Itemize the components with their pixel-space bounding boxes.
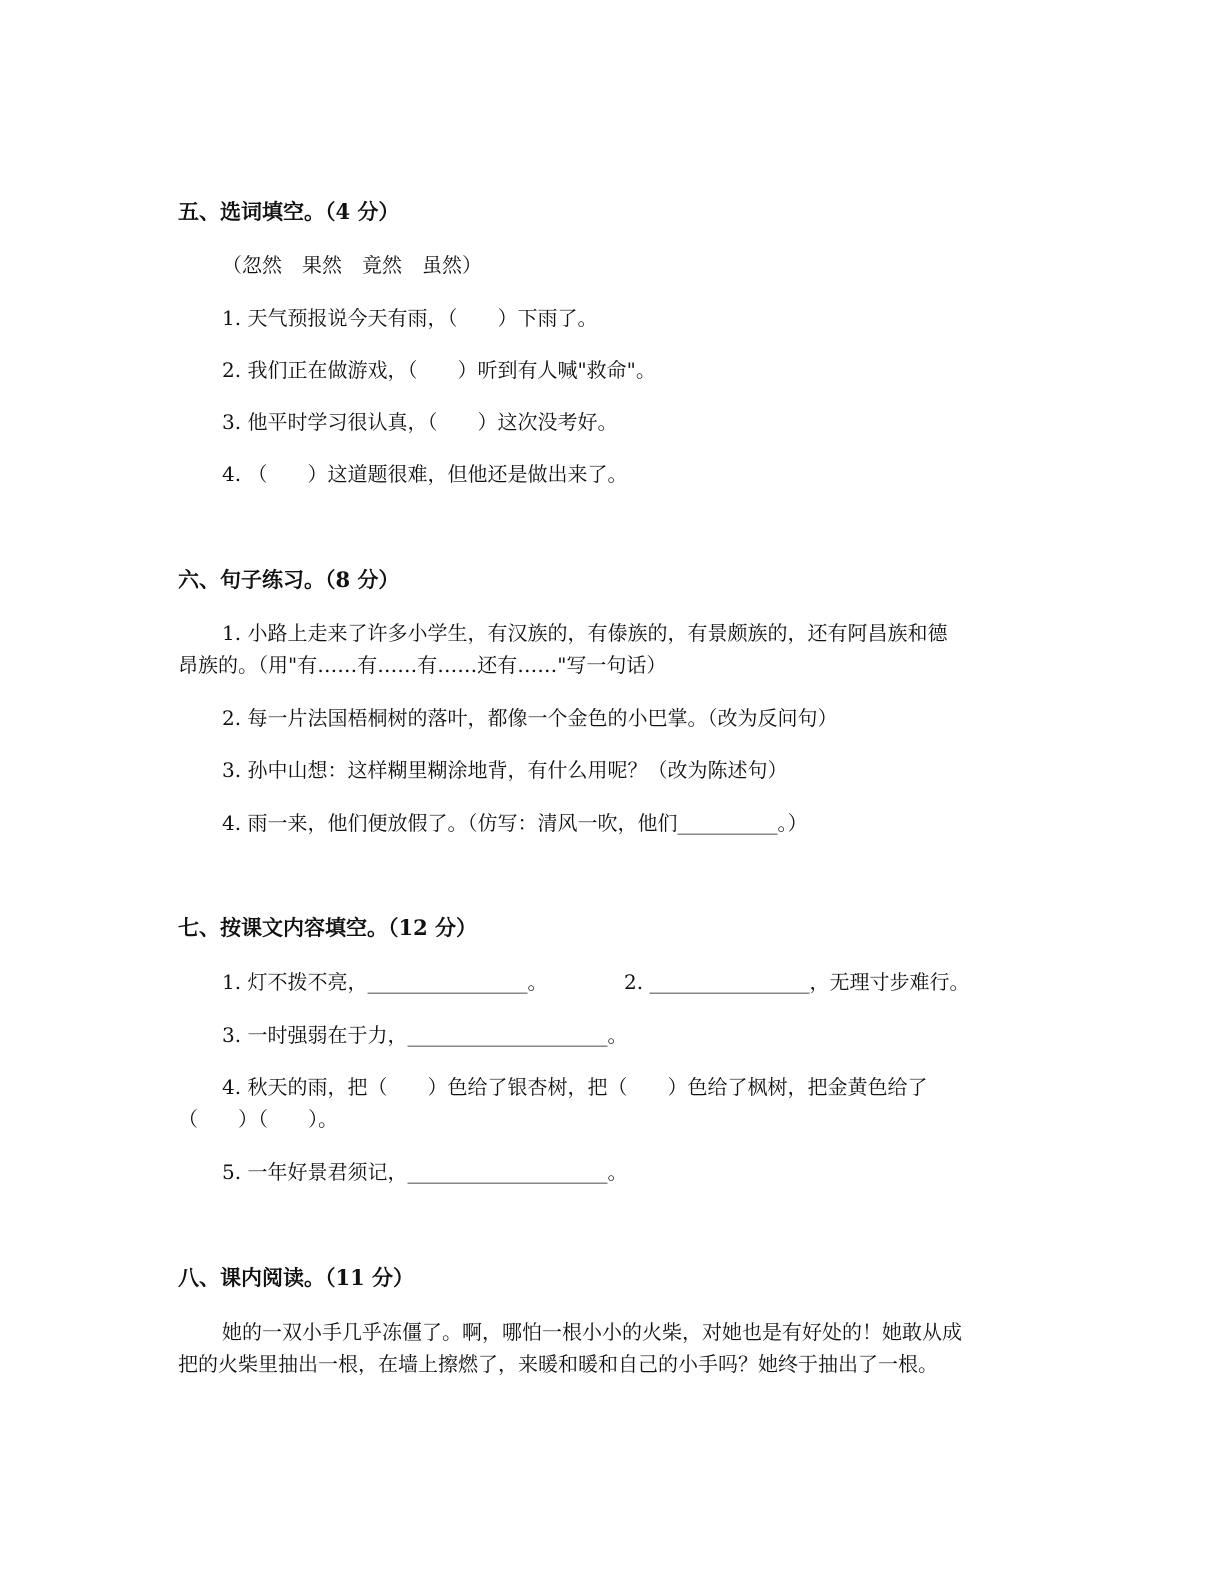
passage-line-1: 她的一双小手几乎冻僵了。啊，哪怕一根小小的火柴，对她也是有好处的！她敢从成: [222, 1320, 962, 1344]
question-6-4: 4. 雨一来，他们便放假了。（仿写：清风一吹，他们__________。）: [222, 811, 808, 835]
question-7-4-line-2: （ ）（ ）。: [178, 1107, 338, 1131]
section-6-title: 六、句子练习。（8 分）: [178, 567, 400, 592]
question-5-2: 2. 我们正在做游戏，（ ）听到有人喊"救命"。: [222, 358, 656, 382]
section-8-title: 八、课内阅读。（11 分）: [178, 1265, 415, 1290]
question-6-1-line-1: 1. 小路上走来了许多小学生，有汉族的，有傣族的，有景颇族的，还有阿昌族和德: [222, 621, 948, 645]
section-5-title: 五、选词填空。（4 分）: [178, 199, 400, 224]
question-6-2: 2. 每一片法国梧桐树的落叶，都像一个金色的小巴掌。（改为反问句）: [222, 706, 838, 730]
question-6-3: 3. 孙中山想：这样糊里糊涂地背，有什么用呢？（改为陈述句）: [222, 758, 788, 782]
question-6-1-line-2: 昂族的。（用"有……有……有……还有……"写一句话）: [178, 653, 667, 677]
question-5-3: 3. 他平时学习很认真，（ ）这次没考好。: [222, 410, 618, 434]
question-7-4-line-1: 4. 秋天的雨，把（ ）色给了银杏树，把（ ）色给了枫树，把金黄色给了: [222, 1075, 928, 1099]
word-options: （忽然 果然 竟然 虽然）: [222, 253, 482, 277]
question-7-1: 1. 灯不拨不亮，________________。: [222, 970, 548, 994]
question-7-3: 3. 一时强弱在于力，____________________。: [222, 1023, 628, 1047]
passage-line-2: 把的火柴里抽出一根，在墙上擦燃了，来暖和暖和自己的小手吗？她终于抽出了一根。: [178, 1352, 938, 1376]
section-7-title: 七、按课文内容填空。（12 分）: [178, 915, 478, 940]
question-7-2: 2. ________________，无理寸步难行。: [624, 970, 970, 994]
question-5-1: 1. 天气预报说今天有雨，（ ）下雨了。: [222, 306, 598, 330]
question-7-5: 5. 一年好景君须记，____________________。: [222, 1160, 628, 1184]
question-5-4: 4. （ ）这道题很难，但他还是做出来了。: [222, 462, 628, 486]
